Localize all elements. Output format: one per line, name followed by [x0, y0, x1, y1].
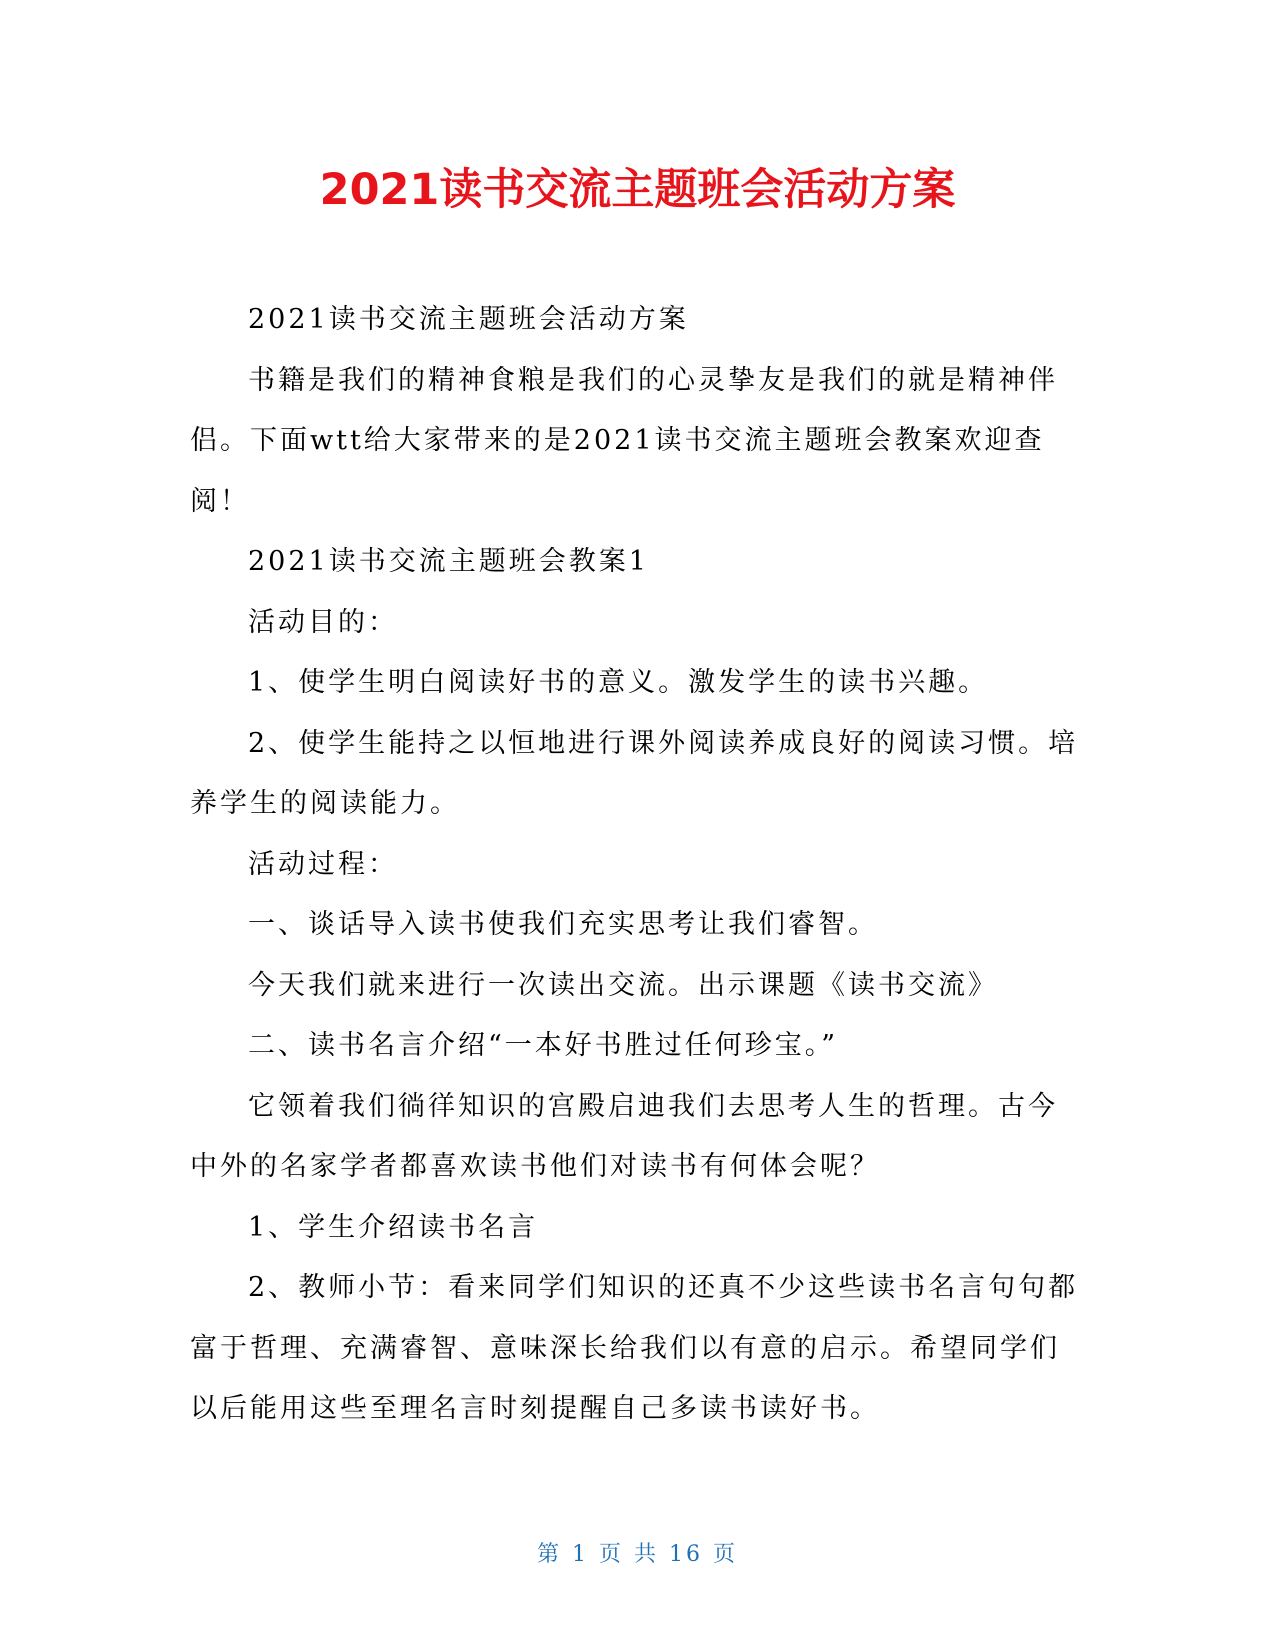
- page-number-footer: 第 1 页 共 16 页: [537, 1542, 738, 1567]
- paragraph: 一、谈话导入读书使我们充实思考让我们睿智。: [248, 909, 878, 940]
- paragraph: 2、使学生能持之以恒地进行课外阅读养成良好的阅读习惯。培养学生的阅读能力。: [190, 727, 1079, 819]
- paragraph: 1、使学生明白阅读好书的意义。激发学生的读书兴趣。: [248, 667, 989, 698]
- paragraph: 活动过程：: [248, 848, 398, 880]
- paragraph: 二、读书名言介绍“一本好书胜过任何珍宝。”: [248, 1030, 839, 1061]
- paragraph: 2、教师小节：看来同学们知识的还真不少这些读书名言句句都富于哲理、充满睿智、意味深长给我们以有意的启示。希望同学们以后能用这些至理名言时刻提醒自己多读书读好书。: [190, 1272, 1079, 1424]
- paragraph: 今天我们就来进行一次读出交流。出示课题《读书交流》: [248, 969, 998, 1001]
- document-title: 2021读书交流主题班会活动方案: [319, 165, 956, 215]
- document-body: [190, 290, 1080, 1440]
- paragraph: 2021读书交流主题班会教案1: [248, 546, 649, 577]
- paragraph: 它领着我们徜徉知识的宫殿启迪我们去思考人生的哲理。古今中外的名家学者都喜欢读书他们对读书有何体会呢？: [190, 1090, 1058, 1182]
- paragraph: 2021读书交流主题班会活动方案: [248, 304, 689, 335]
- paragraph: 活动目的：: [248, 606, 398, 638]
- paragraph: 书籍是我们的精神食粮是我们的心灵挚友是我们的就是精神伴侣。下面wtt给大家带来的是2021读书交流主题班会教案欢迎查阅！: [190, 364, 1058, 517]
- paragraph: 1、学生介绍读书名言: [248, 1211, 539, 1243]
